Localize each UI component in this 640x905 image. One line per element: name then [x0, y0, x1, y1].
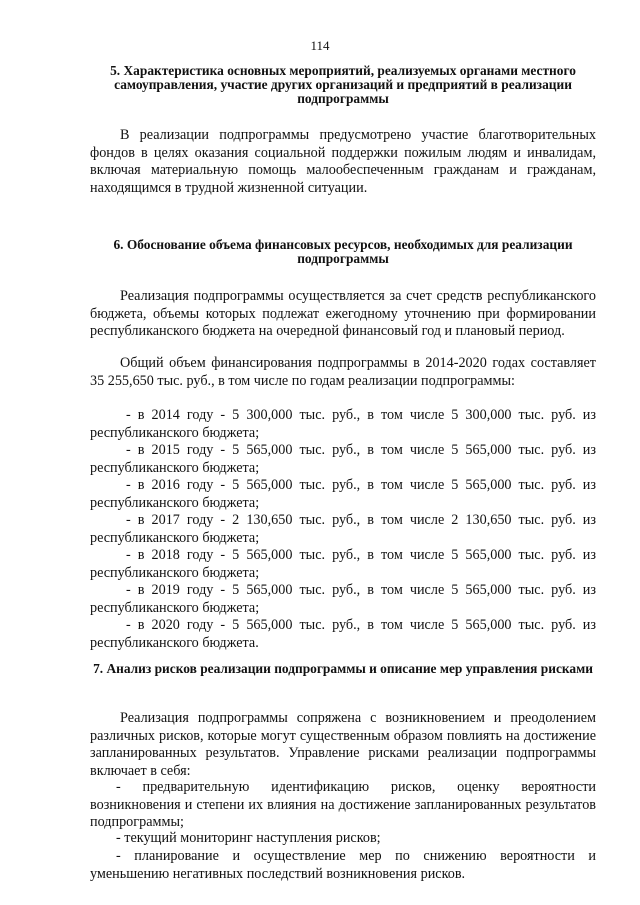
section-5-heading: 5. Характеристика основных мероприятий, реализуемых органами местного самоуправления, участие других организаций и предприятий в реализации подпрограммы [110, 63, 576, 106]
funding-year-2016: - в 2016 году - 5 565,000 тыс. руб., в том числе 5 565,000 тыс. руб. из республиканского бюджета; [90, 477, 596, 511]
funding-year-2014: - в 2014 году - 5 300,000 тыс. руб., в том числе 5 300,000 тыс. руб. из республиканского бюджета; [90, 407, 596, 441]
risk-item-1: - предварительную идентификацию рисков, оценку вероятности возникновения и степени их влияния на достижение запланированных результатов подпрограммы; [90, 779, 596, 831]
section-6-heading: 6. Обоснование объема финансовых ресурсов, необходимых для реализации подпрограммы [113, 237, 573, 266]
section-6-paragraph-2: Общий объем финансирования подпрограммы в 2014-2020 годах составляет 35 255,650 тыс. руб., в том числе по годам реализации подпрограммы: [90, 355, 596, 389]
risk-item-3: - планирование и осуществление мер по снижению вероятности и уменьшению негативных последствий возникновения рисков. [90, 848, 596, 882]
page-number: 114 [310, 38, 330, 53]
funding-year-2019: - в 2019 году - 5 565,000 тыс. руб., в том числе 5 565,000 тыс. руб. из республиканского бюджета; [90, 582, 596, 616]
risk-item-2: - текущий мониторинг наступления рисков; [116, 830, 381, 846]
funding-year-2018: - в 2018 году - 5 565,000 тыс. руб., в том числе 5 565,000 тыс. руб. из республиканского бюджета; [90, 547, 596, 581]
section-5-paragraph: В реализации подпрограммы предусмотрено участие благотворительных фондов в целях оказания социальной поддержки пожилым людям и инвалидам, включая материальную помощь малообеспеченным гражданам и гражданам, находящимся в трудной жизненной ситуации. [90, 127, 596, 196]
funding-year-2015: - в 2015 году - 5 565,000 тыс. руб., в том числе 5 565,000 тыс. руб. из республиканского бюджета; [90, 442, 596, 476]
section-7-heading: 7. Анализ рисков реализации подпрограммы и описание мер управления рисками [93, 661, 593, 676]
funding-year-2017: - в 2017 году - 2 130,650 тыс. руб., в том числе 2 130,650 тыс. руб. из республиканского бюджета; [90, 512, 596, 546]
section-6-paragraph-1: Реализация подпрограммы осуществляется за счет средств республиканского бюджета, объемы которых подлежат ежегодному уточнению при формировании республиканского бюджета на очередной финансовый год и плановый период. [90, 288, 596, 340]
section-7-paragraph: Реализация подпрограммы сопряжена с возникновением и преодолением различных рисков, которые могут существенным образом повлиять на достижение запланированных результатов. Управление рисками реализации подпрограммы включает в себя: [90, 710, 596, 779]
funding-year-2020: - в 2020 году - 5 565,000 тыс. руб., в том числе 5 565,000 тыс. руб. из республиканского бюджета. [90, 617, 596, 651]
